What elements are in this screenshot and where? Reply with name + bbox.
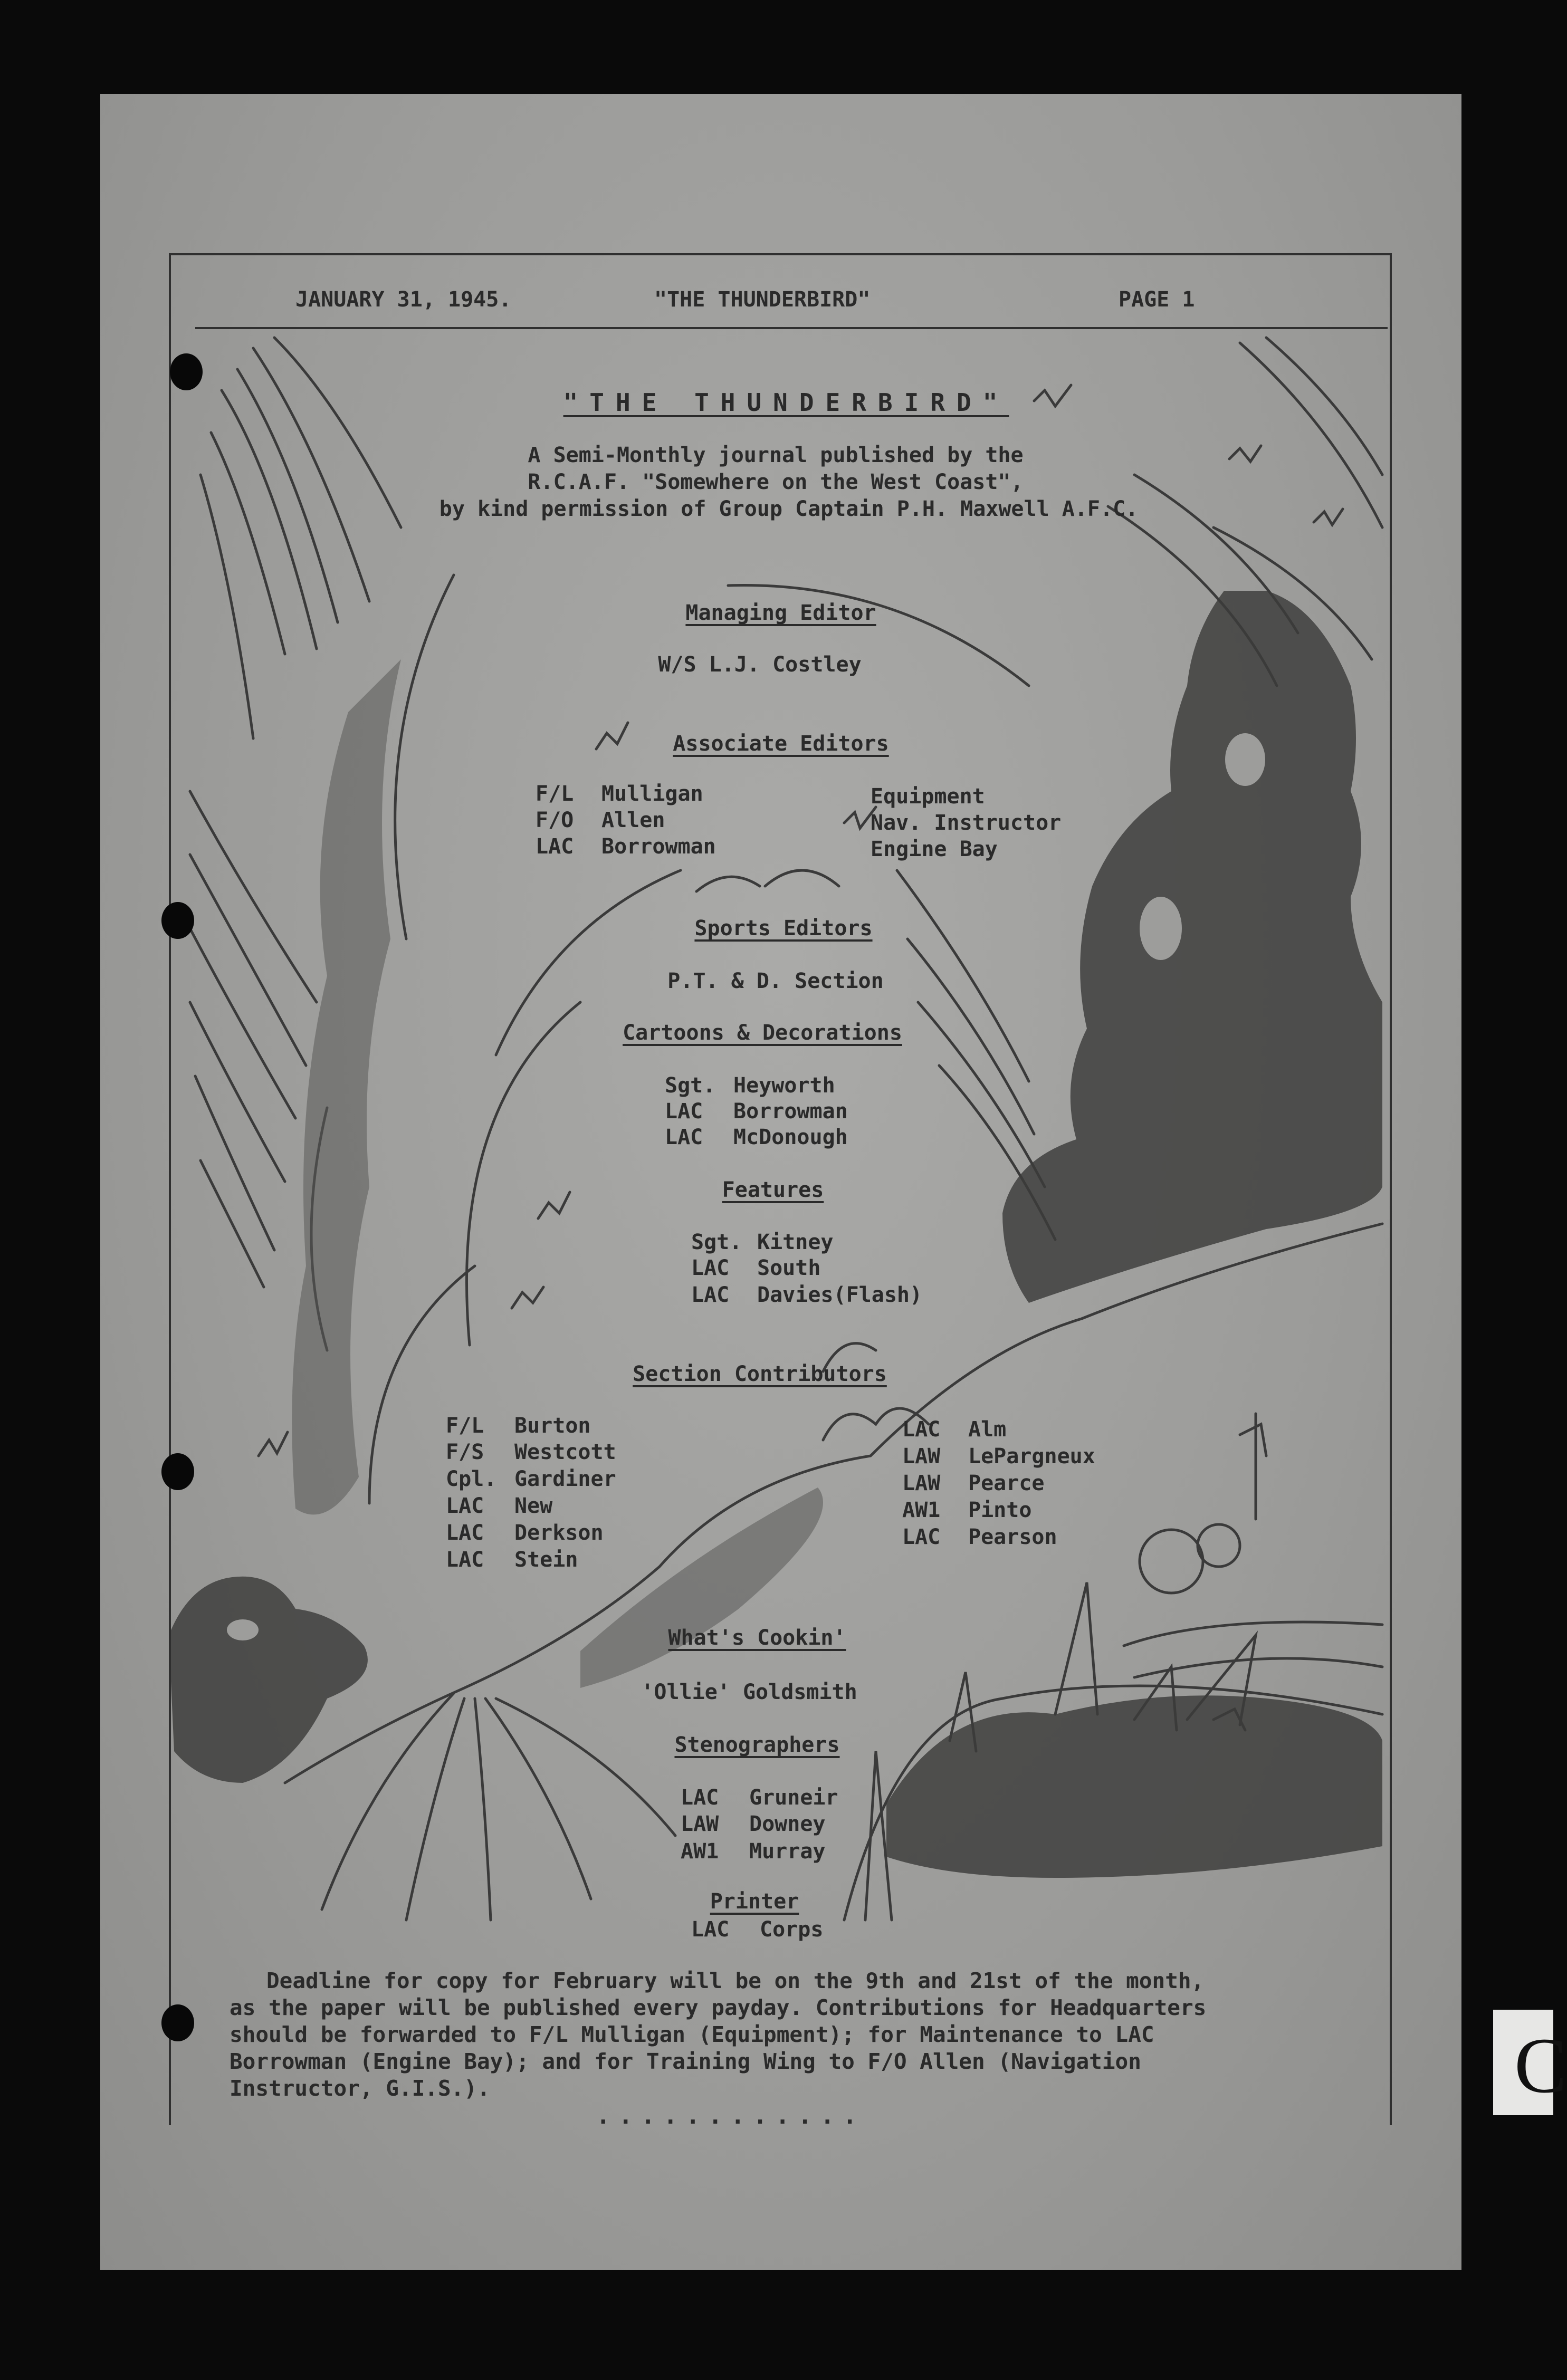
masthead-subtitle-line: by kind permission of Group Captain P.H. Maxwell A.F.C. <box>439 497 1139 521</box>
deadline-line: as the paper will be published every payday. Contributions for Headquarters <box>230 1995 1207 2020</box>
contributor-rank: LAW <box>902 1471 941 1495</box>
contributor-name: Gardiner <box>514 1467 616 1491</box>
contributor-name: LePargneux <box>968 1444 1095 1469</box>
stenographer-name: Gruneir <box>749 1786 838 1810</box>
binder-hole <box>170 353 203 390</box>
features-rank: LAC <box>691 1283 730 1307</box>
stenographer-rank: AW1 <box>681 1839 719 1864</box>
printer-rank: LAC <box>691 1917 730 1942</box>
associate-editor-rank: F/O <box>536 808 574 832</box>
header-rule <box>195 327 1388 329</box>
contributor-rank: LAW <box>902 1444 941 1469</box>
contributor-rank: F/L <box>446 1414 484 1438</box>
associate-editor-name: Mulligan <box>601 782 703 806</box>
edge-tab <box>1493 2010 1567 2115</box>
associate-editor-rank: LAC <box>536 834 574 859</box>
contributor-name: New <box>514 1494 553 1518</box>
managing-editor-heading: Managing Editor <box>685 601 876 625</box>
deadline-line: Deadline for copy for February will be on the 9th and 21st of the month, <box>266 1968 1205 1993</box>
binder-hole <box>161 902 194 939</box>
masthead-subtitle-line: A Semi-Monthly journal published by the <box>528 443 1024 467</box>
edge-tab-letter: C <box>1514 2022 1567 2109</box>
associate-editor-section: Engine Bay <box>871 837 998 861</box>
contributor-rank: F/S <box>446 1440 484 1464</box>
footer-dots: ............ <box>596 2103 865 2129</box>
deadline-line: Instructor, G.I.S.). <box>230 2076 490 2101</box>
stenographer-rank: LAW <box>681 1812 719 1836</box>
cartoonist-rank: LAC <box>665 1125 703 1149</box>
contributor-name: Pearson <box>968 1525 1057 1549</box>
binder-hole <box>161 1453 194 1490</box>
deadline-line: should be forwarded to F/L Mulligan (Equipment); for Maintenance to LAC <box>230 2022 1154 2047</box>
associate-editor-section: Nav. Instructor <box>871 811 1062 835</box>
features-rank: Sgt. <box>691 1230 742 1254</box>
features-name: Davies(Flash) <box>757 1283 923 1307</box>
features-name: South <box>757 1256 821 1280</box>
header-publication: "THE THUNDERBIRD" <box>654 287 871 312</box>
contributor-name: Burton <box>514 1414 591 1438</box>
contributor-name: Westcott <box>514 1440 616 1464</box>
contributor-name: Stein <box>514 1548 578 1572</box>
contributor-name: Pearce <box>968 1471 1045 1495</box>
cartoons-heading: Cartoons & Decorations <box>623 1021 902 1045</box>
masthead-title: "THE THUNDERBIRD" <box>563 388 1009 417</box>
cartoonist-rank: LAC <box>665 1099 703 1124</box>
binder-hole <box>161 2004 194 2041</box>
features-rank: LAC <box>691 1256 730 1280</box>
stenographer-rank: LAC <box>681 1786 719 1810</box>
masthead-subtitle-line: R.C.A.F. "Somewhere on the West Coast", <box>528 470 1024 494</box>
whats-cookin-name: 'Ollie' Goldsmith <box>641 1680 857 1704</box>
contributor-name: Derkson <box>514 1521 604 1545</box>
stenographer-name: Downey <box>749 1812 826 1836</box>
associate-editors-heading: Associate Editors <box>673 732 889 756</box>
stenographers-heading: Stenographers <box>674 1733 840 1757</box>
deadline-line: Borrowman (Engine Bay); and for Training Wing to F/O Allen (Navigation <box>230 2049 1141 2074</box>
associate-editor-name: Allen <box>601 808 665 832</box>
cartoonist-name: Heyworth <box>733 1073 835 1098</box>
contributor-rank: LAC <box>446 1521 484 1545</box>
stenographer-name: Murray <box>749 1839 826 1864</box>
printer-heading: Printer <box>710 1889 799 1914</box>
sports-editors-heading: Sports Editors <box>694 916 873 941</box>
contributor-name: Pinto <box>968 1498 1032 1522</box>
contributor-rank: Cpl. <box>446 1467 497 1491</box>
section-contributors-heading: Section Contributors <box>633 1362 887 1386</box>
features-heading: Features <box>722 1178 824 1202</box>
sports-editors-name: P.T. & D. Section <box>667 969 884 993</box>
contributor-rank: AW1 <box>902 1498 941 1522</box>
cartoonist-rank: Sgt. <box>665 1073 716 1098</box>
associate-editor-name: Borrowman <box>601 834 716 859</box>
contributor-rank: LAC <box>446 1494 484 1518</box>
printer-name: Corps <box>760 1917 824 1942</box>
associate-editor-section: Equipment <box>871 784 985 809</box>
header-page-number: PAGE 1 <box>1119 287 1195 312</box>
contributor-name: Alm <box>968 1417 1007 1442</box>
contributor-rank: LAC <box>902 1417 941 1442</box>
cartoonist-name: Borrowman <box>733 1099 848 1124</box>
whats-cookin-heading: What's Cookin' <box>668 1626 846 1650</box>
managing-editor-name: W/S L.J. Costley <box>658 652 862 677</box>
associate-editor-rank: F/L <box>536 782 574 806</box>
contributor-rank: LAC <box>902 1525 941 1549</box>
cartoonist-name: McDonough <box>733 1125 848 1149</box>
header-date: JANUARY 31, 1945. <box>295 287 512 312</box>
features-name: Kitney <box>757 1230 834 1254</box>
contributor-rank: LAC <box>446 1548 484 1572</box>
